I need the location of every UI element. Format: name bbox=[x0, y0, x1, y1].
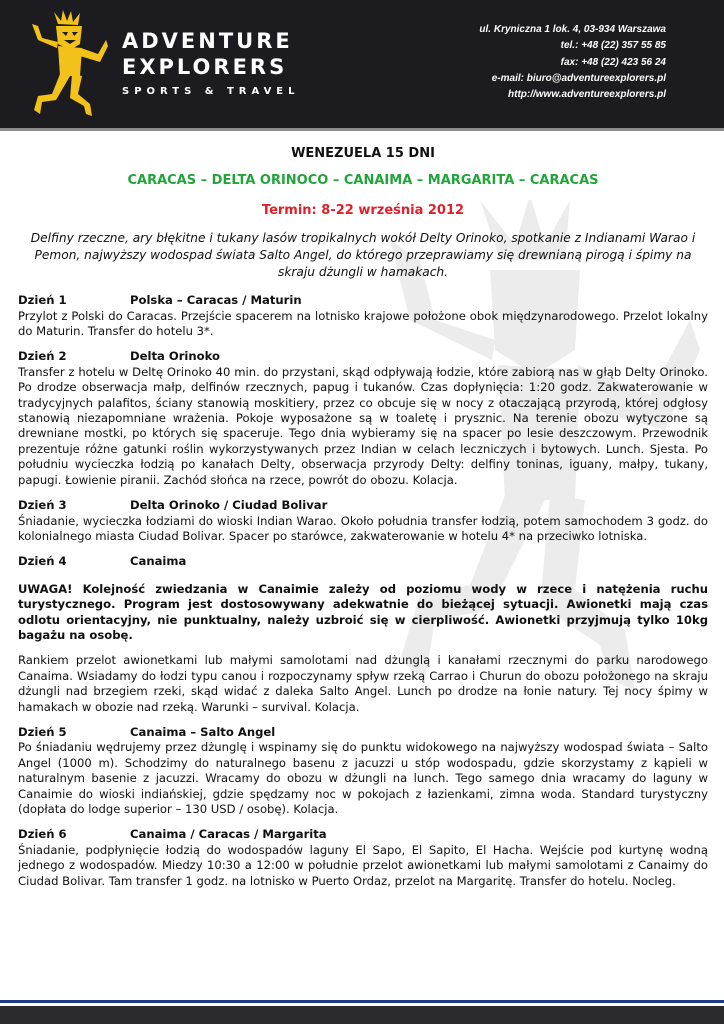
day-description: Po śniadaniu wędrujemy przez dżunglę i wspinamy się do punktu widokowego na najwyższy wodospad świata – Salto Angel (1000 m). Schodzimy do naturalnego basenu z jacuzzi u stóp wodospadu, gdzie skorzystamy z kąpieli w naturalnym basenie z jacuzzi. Wracamy do obozu w dżungli na lunch. Tego samego dnia wracamy do laguny w Canaimie do wioski indiańskiej, gdzie spędzamy noc w pokojach z łazienkami, zimna woda. Standard turystyczny (dopłata do lodge superior – 130 USD / osobę). Kolacja. bbox=[18, 740, 708, 816]
day-warning: UWAGA! Kolejność zwiedzania w Canaimie zależy od poziomu wody w rzece i natężenia ruchu turystycznego. Program jest dostosowywany adekwatnie do bieżącej sytuacji. Awionetki mają czas odlotu orientacyjny, nie punktualny, należy uzbroić się w cierpliwość. Awionetki przyjmują tylko 10kg bagażu na osobę. bbox=[18, 581, 708, 642]
email: e-mail: biuro@adventureexplorers.pl bbox=[491, 72, 666, 84]
day-4 bbox=[18, 554, 708, 715]
tribal-figure-logo-icon bbox=[30, 10, 110, 118]
day-2 bbox=[18, 349, 708, 488]
day-number: Dzień 4 bbox=[18, 554, 67, 569]
day-description: Transfer z hotelu w Deltę Orinoko 40 min. do przystani, skąd odpływają łodzie, które zabiorą nas w głąb Delty Orinoko. Po drodze obserwacja małp, delfinów rzecznych, papug i tukanów. Czas dopłynięcia: 1:20 godz. Zakwaterowanie w tradycyjnych palafitos, ściany stanowią moskitiery, przez co obcuje się w nocy z otaczającą przyrodą, której odgłosy stanowią niezapomniane wrażenia. Pokoje wyposażone są w toaletę i prysznic. Na terenie obozu wytyczone są drewniane mostki, po których się spaceruje. Tego dnia wybieramy się na spacer po lesie deszczowym. Przewodnik prezentuje różne gatunki roślin wykorzystywanych przez Indian w celach leczniczych i bytowych. Lunch. Sjesta. Po południu wycieczka łodzią po kanałach Delty, obserwacja przyrody Delty: delfiny toninas, iguany, małpy, tukany, papugi. Łowienie piranii. Zachód słońca na rzece, powrót do obozu. Kolacja. bbox=[18, 364, 708, 487]
trip-title: WENEZUELA 15 DNI bbox=[291, 146, 435, 161]
day-3 bbox=[18, 498, 708, 544]
day-title: Delta Orinoko bbox=[130, 349, 220, 364]
day-title: Delta Orinoko / Ciudad Bolivar bbox=[130, 498, 328, 513]
day-number: Dzień 1 bbox=[18, 293, 67, 308]
day-number: Dzień 5 bbox=[18, 724, 67, 739]
brand-name bbox=[122, 28, 300, 97]
header-divider bbox=[0, 128, 724, 131]
day-title: Canaima bbox=[130, 554, 187, 569]
trip-intro: Delfiny rzeczne, ary błękitne i tukany lasów tropikalnych wokół Delty Orinoko, spotkanie z Indianami Warao i Pemon, najwyższy wodospad świata Salto Angel, do którego przeprawiamy się drewnianą pirogą i śpimy na skraju dżungli w hamakach. bbox=[30, 231, 696, 280]
footer-bar bbox=[0, 1006, 724, 1024]
day-description: Rankiem przelot awionetkami lub małymi samolotami nad dżunglą i kanałami rzecznymi do parku narodowego Canaima. Wsiadamy do łodzi typu canou i rozpoczynamy spływ rzeką Carrao i Churun do obozu położonego na skraju dżungli nad brzegiem rzeki, skąd widać z daleka Salto Angel. Lunch po drodze na łonie natury. Tej nocy śpimy w hamakach w obozie nad rzeką. Warunki – survival. Kolacja. bbox=[18, 653, 708, 714]
address: ul. Kryniczna 1 lok. 4, 03-934 Warszawa bbox=[479, 24, 666, 35]
day-title: Canaima – Salto Angel bbox=[130, 724, 276, 739]
day-heading bbox=[18, 725, 708, 740]
day-heading bbox=[18, 827, 708, 842]
day-description: Śniadanie, podpłynięcie łodzią do wodospadów laguny El Sapo, El Sapito, El Hacha. Wejście pod kurtynę wodną jednego z wodospadów. Miedzy 10:30 a 12:00 w południe przelot awionetkami lub małymi samolotami z Canaimy do Ciudad Bolivar. Tam transfer 1 godz. na lotnisko w Puerto Ordaz, przelot na Margaritę. Transfer do hotelu. Nocleg. bbox=[18, 842, 708, 888]
trip-route: CARACAS – DELTA ORINOCO – CANAIMA – MARGARITA – CARACAS bbox=[127, 173, 599, 189]
document-body bbox=[18, 146, 708, 899]
day-1 bbox=[18, 293, 708, 339]
day-title: Canaima / Caracas / Margarita bbox=[130, 827, 327, 842]
day-heading bbox=[18, 498, 708, 513]
day-description: Śniadanie, wycieczka łodziami do wioski Indian Warao. Około południa transfer łodzią, potem samochodem 3 godz. do kolonialnego miasta Ciudad Bolivar. Spacer po starówce, zakwaterowanie w hotelu 4* na przeciwko lotniska. bbox=[18, 513, 708, 543]
day-number: Dzień 2 bbox=[18, 349, 67, 364]
brand-line-1: ADVENTURE bbox=[122, 29, 293, 53]
day-number: Dzień 6 bbox=[18, 827, 67, 842]
day-description: Przylot z Polski do Caracas. Przejście spacerem na lotnisko krajowe położone obok międzynarodowego. Przelot lokalny do Maturin. Transfer do hotelu 3*. bbox=[18, 308, 708, 339]
day-heading bbox=[18, 293, 708, 308]
day-heading bbox=[18, 349, 708, 364]
day-number: Dzień 3 bbox=[18, 498, 67, 513]
letterhead bbox=[0, 0, 724, 128]
day-5 bbox=[18, 725, 708, 817]
phone: tel.: +48 (22) 357 55 85 bbox=[560, 40, 666, 52]
trip-dates: Termin: 8-22 września 2012 bbox=[261, 202, 465, 218]
fax: fax: +48 (22) 423 56 24 bbox=[560, 56, 666, 68]
footer-divider bbox=[0, 1000, 724, 1003]
day-heading bbox=[18, 554, 708, 569]
contact-block bbox=[479, 22, 666, 103]
day-6 bbox=[18, 827, 708, 889]
website: http://www.adventureexplorers.pl bbox=[508, 89, 666, 101]
day-title: Polska – Caracas / Maturin bbox=[130, 293, 302, 308]
brand-line-2: EXPLORERS bbox=[122, 55, 288, 79]
brand-tagline: SPORTS & TRAVEL bbox=[122, 86, 300, 97]
